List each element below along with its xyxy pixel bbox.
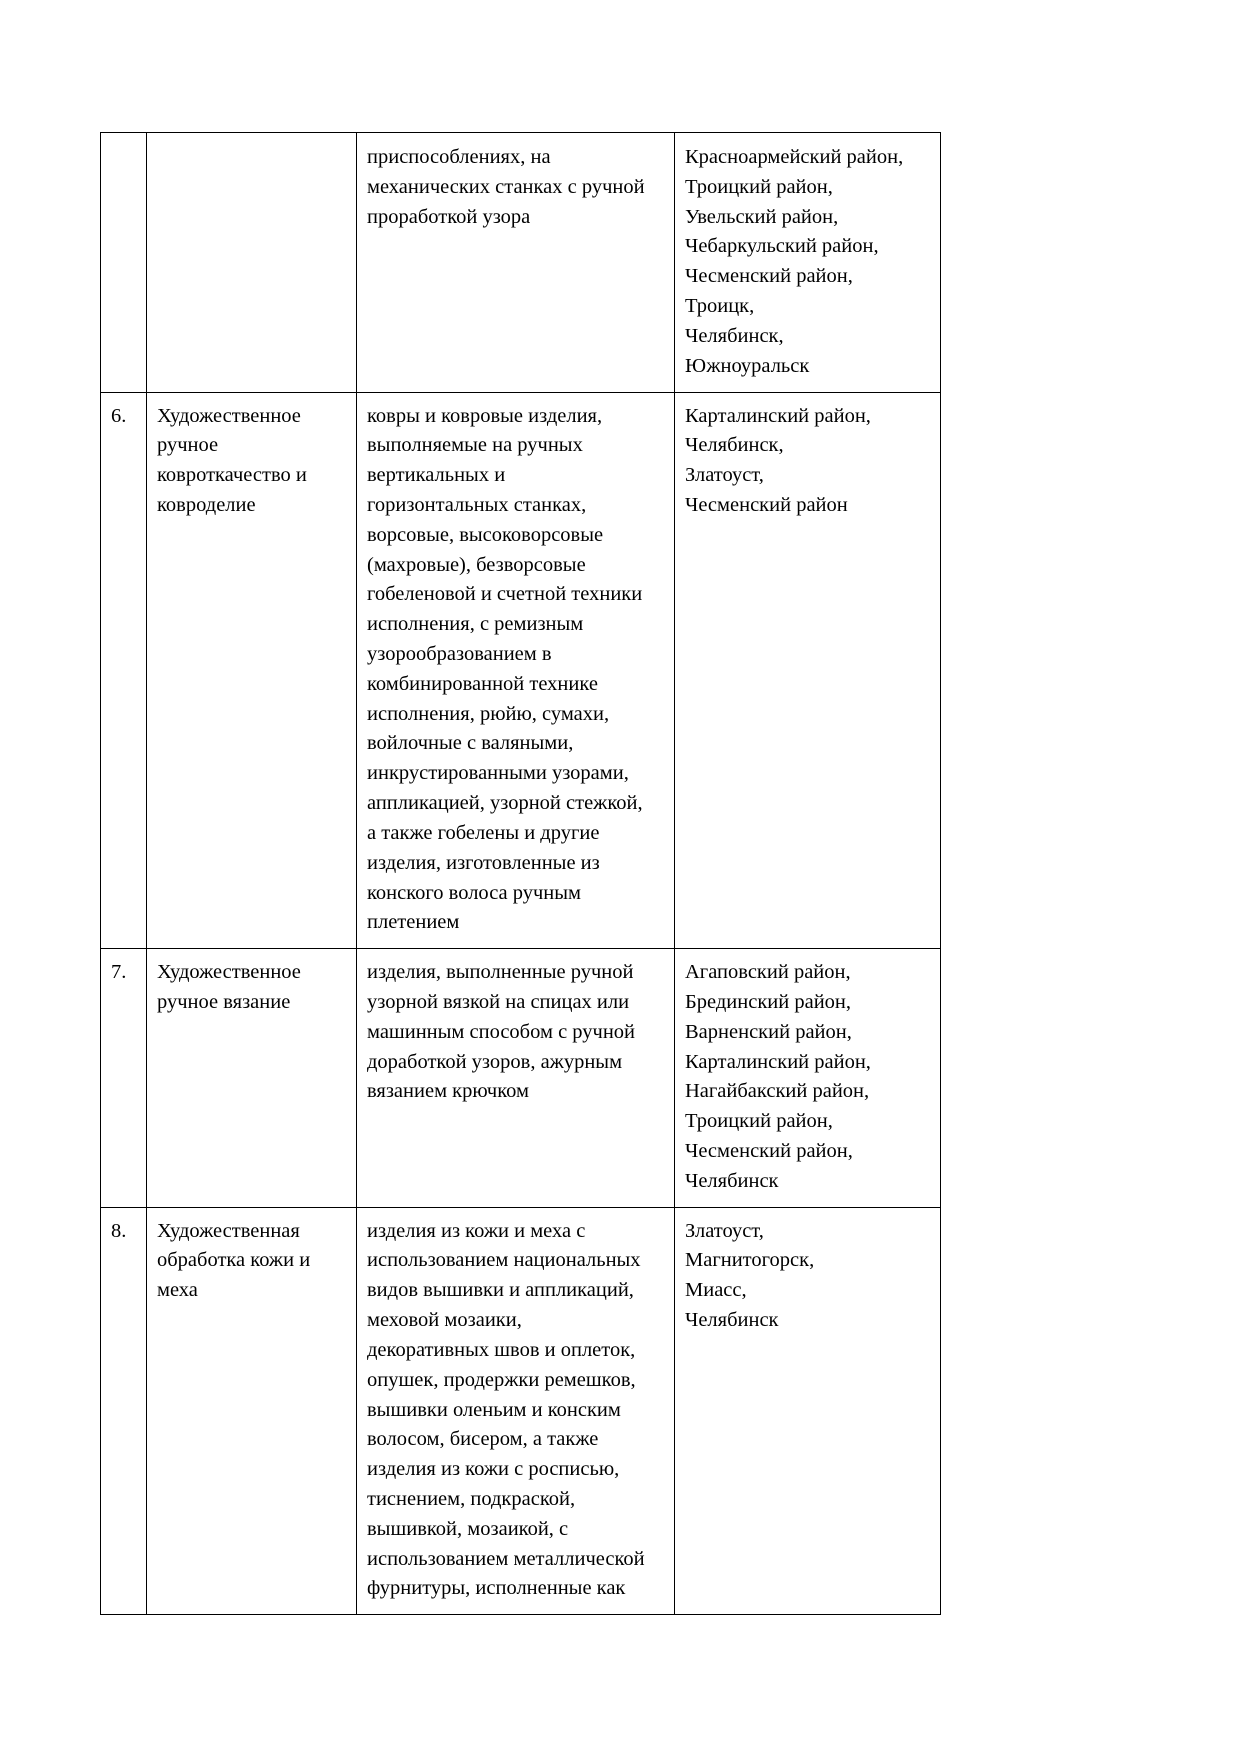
text-line: инкрустированными узорами,: [367, 762, 629, 785]
text-line: опушек, продержки ремешков,: [367, 1368, 636, 1391]
text-line: Южноуральск: [685, 354, 810, 377]
text-line: Златоуст,: [685, 1219, 764, 1242]
text-line: вышивки оленьим и конским: [367, 1398, 621, 1421]
text-line: проработкой узора: [367, 205, 531, 228]
text-line: ворсовые, высоковорсовые: [367, 523, 604, 546]
text-line: ковроделие: [157, 493, 256, 516]
text-line: аппликацией, узорной стежкой,: [367, 792, 643, 815]
text-line: фурнитуры, исполненные как: [367, 1577, 626, 1600]
row-number-cell: 6.: [101, 392, 147, 949]
text-line: Художественное: [157, 404, 301, 427]
table-row: [101, 392, 941, 949]
text-line: исполнения, рюйю, сумахи,: [367, 702, 610, 725]
table-body: [101, 133, 941, 1615]
text-line: меха: [157, 1279, 198, 1302]
text-line: изделия из кожи с росписью,: [367, 1458, 620, 1481]
text-line: меховой мозаики,: [367, 1309, 522, 1332]
text-line: ручное вязание: [157, 990, 291, 1013]
row-description-cell: [357, 133, 675, 393]
text-line: плетением: [367, 911, 460, 934]
text-line: Челябинск,: [685, 324, 784, 347]
text-line: Художественное: [157, 961, 301, 984]
text-line: Увельский район,: [685, 205, 839, 228]
text-line: Троицкий район,: [685, 1110, 833, 1133]
row-name-cell: [147, 949, 357, 1208]
row-places-cell: [675, 133, 941, 393]
row-number-cell: [101, 133, 147, 393]
text-line: Карталинский район,: [685, 404, 871, 427]
text-line: вертикальных и: [367, 464, 506, 487]
text-line: машинным способом с ручной: [367, 1020, 636, 1043]
text-line: Челябинск,: [685, 434, 784, 457]
table-row: [101, 133, 941, 393]
text-line: Троицк,: [685, 295, 755, 318]
text-line: конского волоса ручным: [367, 881, 582, 904]
text-line: гобеленовой и счетной техники: [367, 583, 643, 606]
text-line: Брединский район,: [685, 990, 852, 1013]
text-line: Златоуст,: [685, 464, 764, 487]
text-line: Чебаркульский район,: [685, 235, 879, 258]
text-line: Чесменский район,: [685, 265, 853, 288]
text-line: волосом, бисером, а также: [367, 1428, 599, 1451]
text-line: декоративных швов и оплеток,: [367, 1338, 636, 1361]
text-line: Варненский район,: [685, 1020, 852, 1043]
text-line: механических станках с ручной: [367, 175, 645, 198]
text-line: использованием металлической: [367, 1547, 645, 1570]
text-line: обработка кожи и: [157, 1249, 311, 1272]
text-line: исполнения, с ремизным: [367, 613, 584, 636]
text-line: ковры и ковровые изделия,: [367, 404, 603, 427]
text-line: войлочные с валяными,: [367, 732, 574, 755]
text-line: Художественная: [157, 1219, 300, 1242]
text-line: Красноармейский район,: [685, 146, 904, 168]
text-line: выполняемые на ручных: [367, 434, 583, 457]
text-line: Чесменский район,: [685, 1140, 853, 1162]
text-line: ручное: [157, 434, 219, 457]
text-line: вышивкой, мозаикой, с: [367, 1517, 569, 1540]
text-line: узорной вязкой на спицах или: [367, 990, 630, 1013]
table-row: [101, 1207, 941, 1615]
text-line: узорообразованием в: [367, 643, 552, 665]
row-number-cell: 8.: [101, 1207, 147, 1615]
text-line: Нагайбакский район,: [685, 1080, 870, 1103]
text-line: изделия, изготовленные из: [367, 851, 600, 874]
text-line: изделия, выполненные ручной: [367, 961, 634, 984]
row-name-cell: [147, 1207, 357, 1615]
row-name-cell: [147, 392, 357, 949]
text-line: горизонтальных станках,: [367, 493, 587, 516]
text-line: Карталинский район,: [685, 1050, 871, 1073]
text-line: Магнитогорск,: [685, 1249, 815, 1272]
row-description-cell: [357, 392, 675, 949]
table-row: [101, 949, 941, 1208]
text-line: использованием национальных: [367, 1249, 641, 1272]
text-line: приспособлениях, на: [367, 146, 551, 168]
text-line: а также гобелены и другие: [367, 821, 600, 844]
text-line: ковроткачество и: [157, 464, 307, 487]
row-description-cell: [357, 949, 675, 1208]
row-name-cell: [147, 133, 357, 393]
text-line: Чесменский район: [685, 493, 848, 516]
text-line: видов вышивки и аппликаций,: [367, 1279, 634, 1302]
crafts-table: [100, 132, 941, 1615]
text-line: Челябинск: [685, 1309, 779, 1332]
row-places-cell: [675, 1207, 941, 1615]
text-line: Миасс,: [685, 1279, 747, 1302]
row-description-cell: [357, 1207, 675, 1615]
text-line: (махровые), безворсовые: [367, 553, 586, 576]
text-line: Агаповский район,: [685, 961, 851, 984]
row-places-cell: [675, 949, 941, 1208]
text-line: доработкой узоров, ажурным: [367, 1050, 623, 1073]
text-line: изделия из кожи и меха с: [367, 1219, 586, 1242]
text-line: комбинированной технике: [367, 672, 598, 695]
row-places-cell: [675, 392, 941, 949]
text-line: вязанием крючком: [367, 1080, 529, 1103]
text-line: Троицкий район,: [685, 175, 833, 198]
row-number-cell: 7.: [101, 949, 147, 1208]
text-line: тиснением, подкраской,: [367, 1487, 576, 1510]
text-line: Челябинск: [685, 1169, 779, 1192]
